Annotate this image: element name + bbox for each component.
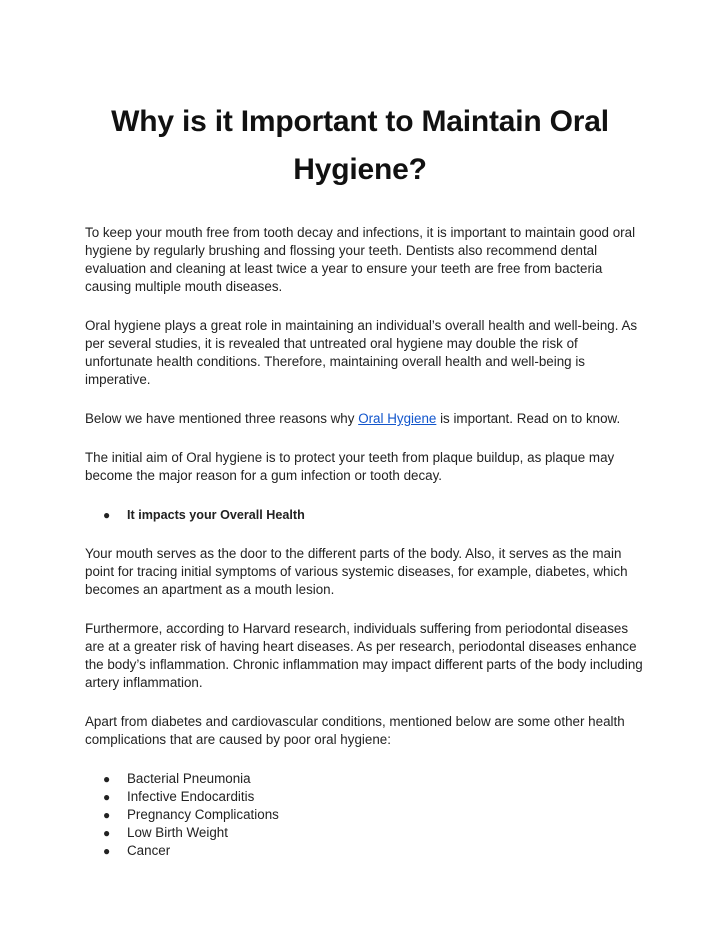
- section-heading-item: [85, 506, 645, 524]
- list-item: [85, 806, 645, 824]
- list-item-text: Bacterial Pneumonia: [127, 771, 251, 786]
- list-item: [85, 788, 645, 806]
- document-body: [85, 224, 645, 860]
- plaque-paragraph: The initial aim of Oral hygiene is to protect your teeth from plaque buildup, as plaque may become the major reason for a gum infection or tooth decay.: [85, 450, 615, 483]
- list-item-text: Low Birth Weight: [127, 825, 228, 840]
- section-heading: It impacts your Overall Health: [127, 508, 305, 522]
- bullet-icon: ●: [103, 844, 111, 858]
- harvard-research-paragraph: Furthermore, according to Harvard research, individuals suffering from periodontal diseases are at a greater risk of having heart diseases. As per research, periodontal diseases enhance the body’s inflammation. Chronic inflammation may impact different parts of the body including artery inflammation.: [85, 621, 643, 690]
- complications-intro-paragraph: Apart from diabetes and cardiovascular conditions, mentioned below are some other health complications that are caused by poor oral hygiene:: [85, 714, 625, 747]
- page-title: Why is it Important to Maintain Oral Hygiene?: [111, 105, 609, 186]
- health-paragraph: Oral hygiene plays a great role in maintaining an individual’s overall health and well-being. As per several studies, it is revealed that untreated oral hygiene may double the risk of unfortunate health conditions. Therefore, maintaining overall health and well-being is imperative.: [85, 318, 638, 387]
- bullet-icon: ●: [103, 508, 111, 522]
- bullet-icon: ●: [103, 808, 111, 822]
- mouth-door-paragraph: Your mouth serves as the door to the different parts of the body. Also, it serves as the main point for tracing initial symptoms of various systemic diseases, for example, diabetes, which becomes an apartment as a mouth lesion.: [85, 546, 628, 597]
- list-item-text: Pregnancy Complications: [127, 807, 279, 822]
- list-item: [85, 842, 645, 860]
- bullet-icon: ●: [103, 826, 111, 840]
- list-item-text: Infective Endocarditis: [127, 789, 255, 804]
- complications-list: [85, 770, 645, 860]
- list-item-text: Cancer: [127, 843, 171, 858]
- list-item: [85, 824, 645, 842]
- bullet-icon: ●: [103, 772, 111, 786]
- intro-paragraph: To keep your mouth free from tooth decay and infections, it is important to maintain good oral hygiene by regularly brushing and flossing your teeth. Dentists also recommend dental evaluation and cleaning at least twice a year to ensure your teeth are free from bacteria causing multiple mouth diseases.: [85, 225, 636, 294]
- bullet-icon: ●: [103, 790, 111, 804]
- reasons-text-after-link: is important. Read on to know.: [436, 411, 621, 426]
- section-heading-list: [85, 506, 645, 524]
- oral-hygiene-link[interactable]: Oral Hygiene: [358, 411, 437, 426]
- reasons-paragraph: [85, 410, 645, 428]
- list-item: [85, 770, 645, 788]
- reasons-text-before-link: Below we have mentioned three reasons why: [85, 411, 359, 426]
